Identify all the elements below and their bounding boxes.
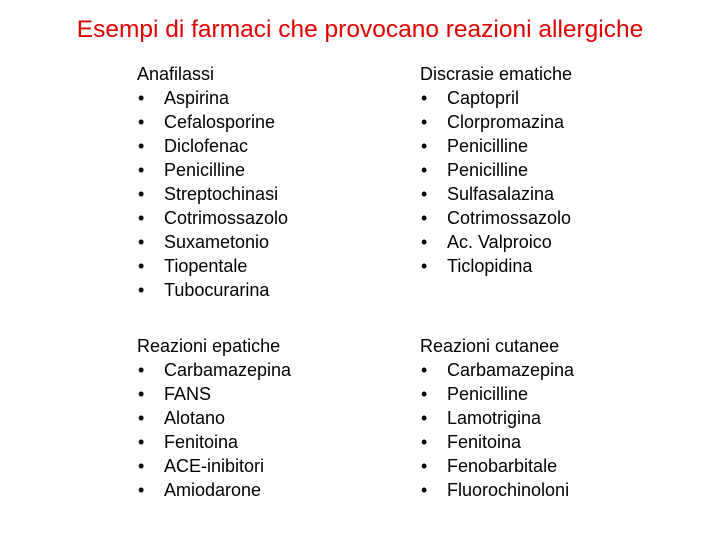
list-item: [420, 454, 574, 478]
list-item: [137, 182, 288, 206]
bullet-dot: •: [421, 160, 428, 180]
list-item: [137, 278, 288, 302]
bullet-dot: •: [421, 88, 428, 108]
section-anafilassi: [137, 62, 288, 302]
bullet-dot: •: [138, 480, 145, 500]
drug-name: Suxametonio: [164, 232, 270, 252]
drug-name: Cefalosporine: [164, 112, 276, 132]
drug-name: Penicilline: [447, 136, 529, 156]
drug-name: Sulfasalazina: [447, 184, 555, 204]
list-item: [420, 430, 574, 454]
list-item: [137, 406, 291, 430]
bullet-dot: •: [138, 136, 145, 156]
list-item: [137, 230, 288, 254]
list-item: [420, 182, 572, 206]
bullet-dot: •: [138, 408, 145, 428]
bullet-dot: •: [138, 160, 145, 180]
list-item: [137, 134, 288, 158]
list-item: [137, 254, 288, 278]
drug-name: Carbamazepina: [447, 360, 575, 380]
drug-name: Tubocurarina: [164, 280, 270, 300]
list-item: [420, 158, 572, 182]
bullet-dot: •: [421, 384, 428, 404]
drug-name: Clorpromazina: [447, 112, 565, 132]
drug-name: ACE-inibitori: [164, 456, 265, 476]
drug-list: [137, 358, 291, 502]
section-heading: Reazioni epatiche: [137, 336, 281, 356]
drug-name: Lamotrigina: [447, 408, 542, 428]
bullet-dot: •: [421, 360, 428, 380]
section-heading: Discrasie ematiche: [420, 64, 573, 84]
bullet-dot: •: [421, 408, 428, 428]
section-discrasie-ematiche: [420, 62, 572, 278]
bullet-dot: •: [138, 184, 145, 204]
list-item: [137, 110, 288, 134]
list-item: [420, 110, 572, 134]
bullet-dot: •: [138, 256, 145, 276]
bullet-dot: •: [138, 384, 145, 404]
list-item: [137, 86, 288, 110]
bullet-dot: •: [421, 256, 428, 276]
bullet-dot: •: [421, 432, 428, 452]
bullet-dot: •: [138, 88, 145, 108]
section-reazioni-epatiche: [137, 334, 291, 502]
bullet-dot: •: [421, 232, 428, 252]
drug-name: FANS: [164, 384, 212, 404]
drug-name: Ac. Valproico: [447, 232, 552, 252]
drug-name: Penicilline: [447, 384, 529, 404]
drug-list: [420, 86, 572, 278]
list-item: [420, 254, 572, 278]
bullet-dot: •: [421, 480, 428, 500]
list-item: [420, 478, 574, 502]
list-item: [420, 358, 574, 382]
list-item: [420, 86, 572, 110]
list-item: [137, 206, 288, 230]
drug-name: Cotrimossazolo: [164, 208, 289, 228]
bullet-dot: •: [421, 112, 428, 132]
drug-list: [420, 358, 574, 502]
section-heading: Reazioni cutanee: [420, 336, 560, 356]
drug-name: Carbamazepina: [164, 360, 292, 380]
list-item: [137, 478, 291, 502]
bullet-dot: •: [421, 456, 428, 476]
drug-name: Alotano: [164, 408, 226, 428]
bullet-dot: •: [138, 112, 145, 132]
drug-name: Amiodarone: [164, 480, 262, 500]
bullet-dot: •: [138, 232, 145, 252]
bullet-dot: •: [138, 360, 145, 380]
drug-name: Penicilline: [164, 160, 246, 180]
bullet-dot: •: [138, 456, 145, 476]
list-item: [420, 406, 574, 430]
bullet-dot: •: [421, 136, 428, 156]
list-item: [420, 230, 572, 254]
drug-list: [137, 86, 288, 302]
drug-name: Fenitoina: [447, 432, 522, 452]
drug-name: Tiopentale: [164, 256, 248, 276]
bullet-dot: •: [421, 184, 428, 204]
bullet-dot: •: [138, 280, 145, 300]
drug-name: Aspirina: [164, 88, 230, 108]
drug-name: Penicilline: [447, 160, 529, 180]
bullet-dot: •: [138, 208, 145, 228]
list-item: [420, 382, 574, 406]
slide-title: Esempi di farmaci che provocano reazioni allergiche: [76, 16, 644, 43]
drug-name: Ticlopidina: [447, 256, 533, 276]
list-item: [137, 454, 291, 478]
drug-name: Captopril: [447, 88, 520, 108]
drug-name: Fenitoina: [164, 432, 239, 452]
section-reazioni-cutanee: [420, 334, 574, 502]
list-item: [137, 358, 291, 382]
drug-name: Diclofenac: [164, 136, 249, 156]
drug-name: Fenobarbitale: [447, 456, 558, 476]
bullet-dot: •: [138, 432, 145, 452]
section-heading: Anafilassi: [137, 64, 215, 84]
drug-name: Cotrimossazolo: [447, 208, 572, 228]
list-item: [137, 430, 291, 454]
drug-name: Fluorochinoloni: [447, 480, 570, 500]
list-item: [137, 382, 291, 406]
list-item: [137, 158, 288, 182]
bullet-dot: •: [421, 208, 428, 228]
drug-name: Streptochinasi: [164, 184, 279, 204]
list-item: [420, 134, 572, 158]
list-item: [420, 206, 572, 230]
